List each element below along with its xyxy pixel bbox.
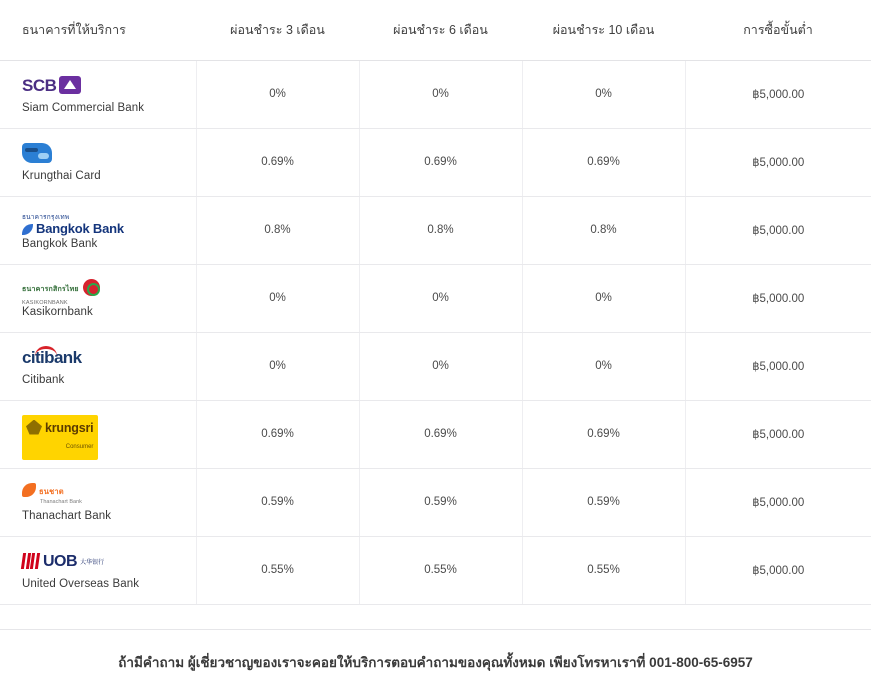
scb-logo xyxy=(22,75,195,97)
rate-10-months: 0.8% xyxy=(522,196,685,264)
krungsri-logo-text: krungsri xyxy=(45,420,94,435)
thanachart-logo-text: ธนชาต xyxy=(39,486,64,496)
table-row xyxy=(0,60,871,128)
citibank-logo xyxy=(22,347,195,369)
ktc-logo xyxy=(22,143,195,165)
rate-3-months: 0% xyxy=(196,264,359,332)
krungsri-logo-box xyxy=(22,415,98,460)
rate-10-months: 0% xyxy=(522,332,685,400)
rate-3-months: 0.59% xyxy=(196,468,359,536)
rate-3-months: 0.8% xyxy=(196,196,359,264)
thanachart-bank-logo xyxy=(22,483,195,505)
krungsri-logo xyxy=(22,415,195,450)
header-row xyxy=(0,0,871,60)
thanachart-logo-subtext: Thanachart Bank xyxy=(40,498,82,505)
table-row xyxy=(0,332,871,400)
bangkok-bank-logo xyxy=(22,211,195,236)
bangkok-bank-logo-mark xyxy=(22,224,33,235)
minimum-purchase: ฿5,000.00 xyxy=(685,128,871,196)
thanachart-logo-mark xyxy=(22,483,36,497)
table-row xyxy=(0,536,871,604)
uob-logo-text: UOB xyxy=(43,552,78,570)
bank-name: Bangkok Bank xyxy=(22,237,98,250)
rate-3-months: 0.69% xyxy=(196,400,359,468)
rate-6-months: 0.8% xyxy=(359,196,522,264)
kasikornbank-logo-subtext: KASIKORNBANK xyxy=(22,299,68,306)
bank-cell xyxy=(0,264,196,332)
kasikornbank-logo-text: ธนาคารกสิกรไทย xyxy=(22,285,79,293)
scb-logo-text: SCB xyxy=(22,75,57,95)
minimum-purchase: ฿5,000.00 xyxy=(685,264,871,332)
rate-3-months: 0% xyxy=(196,332,359,400)
bank-name: Kasikornbank xyxy=(22,305,93,318)
bank-name: Citibank xyxy=(22,373,65,386)
table-header xyxy=(0,0,871,60)
rate-6-months: 0.59% xyxy=(359,468,522,536)
kasikornbank-logo xyxy=(22,279,195,306)
rate-6-months: 0.69% xyxy=(359,128,522,196)
bank-name: Krungthai Card xyxy=(22,169,101,182)
bank-cell xyxy=(0,60,196,128)
uob-logo xyxy=(22,551,195,573)
rate-6-months: 0% xyxy=(359,332,522,400)
rate-3-months: 0.55% xyxy=(196,536,359,604)
rate-10-months: 0.69% xyxy=(522,128,685,196)
table-row xyxy=(0,264,871,332)
footer-band xyxy=(0,629,871,694)
bank-cell xyxy=(0,536,196,604)
rate-6-months: 0.69% xyxy=(359,400,522,468)
bank-cell xyxy=(0,128,196,196)
rate-6-months: 0% xyxy=(359,264,522,332)
column-header-6-months: ผ่อนชำระ 6 เดือน xyxy=(359,0,522,60)
minimum-purchase: ฿5,000.00 xyxy=(685,60,871,128)
footer-contact-text: ถ้ามีคำถาม ผู้เชี่ยวชาญของเราจะคอยให้บริการตอบคำถามของคุณทั้งหมด เพียงโทรหาเราที่ 001-800-65-6957 xyxy=(118,655,753,670)
ktc-logo-mark xyxy=(22,143,52,163)
rate-3-months: 0.69% xyxy=(196,128,359,196)
rate-3-months: 0% xyxy=(196,60,359,128)
bank-name: Siam Commercial Bank xyxy=(22,101,145,114)
column-header-10-months: ผ่อนชำระ 10 เดือน xyxy=(522,0,685,60)
rate-10-months: 0% xyxy=(522,264,685,332)
bank-cell xyxy=(0,468,196,536)
rate-10-months: 0.55% xyxy=(522,536,685,604)
column-header-3-months: ผ่อนชำระ 3 เดือน xyxy=(196,0,359,60)
bank-name: Thanachart Bank xyxy=(22,509,112,522)
minimum-purchase: ฿5,000.00 xyxy=(685,400,871,468)
table-row xyxy=(0,400,871,468)
bank-cell xyxy=(0,400,196,468)
minimum-purchase: ฿5,000.00 xyxy=(685,536,871,604)
bangkok-bank-logo-subtext: ธนาคารกรุงเทพ xyxy=(22,213,70,221)
rate-6-months: 0% xyxy=(359,60,522,128)
uob-logo-subtext: 大华银行 xyxy=(80,559,105,566)
table-row xyxy=(0,468,871,536)
kasikornbank-logo-mark xyxy=(83,279,100,296)
uob-logo-mark xyxy=(22,553,40,577)
minimum-purchase: ฿5,000.00 xyxy=(685,468,871,536)
column-header-bank: ธนาคารที่ให้บริการ xyxy=(0,0,196,60)
rate-10-months: 0% xyxy=(522,60,685,128)
bangkok-bank-logo-text: Bangkok Bank xyxy=(36,220,124,236)
minimum-purchase: ฿5,000.00 xyxy=(685,196,871,264)
bank-name: United Overseas Bank xyxy=(22,577,140,590)
rate-10-months: 0.69% xyxy=(522,400,685,468)
minimum-purchase: ฿5,000.00 xyxy=(685,332,871,400)
krungsri-logo-subtext: Consumer xyxy=(65,443,94,450)
bank-cell xyxy=(0,332,196,400)
rate-10-months: 0.59% xyxy=(522,468,685,536)
rate-6-months: 0.55% xyxy=(359,536,522,604)
table-row xyxy=(0,196,871,264)
table-row xyxy=(0,128,871,196)
krungsri-logo-mark xyxy=(26,420,42,435)
table-body xyxy=(0,60,871,604)
bank-cell xyxy=(0,196,196,264)
scb-logo-mark xyxy=(59,76,81,94)
citibank-logo-text: citibank xyxy=(22,347,82,367)
column-header-minimum-purchase: การซื้อขั้นต่ำ xyxy=(685,0,871,60)
